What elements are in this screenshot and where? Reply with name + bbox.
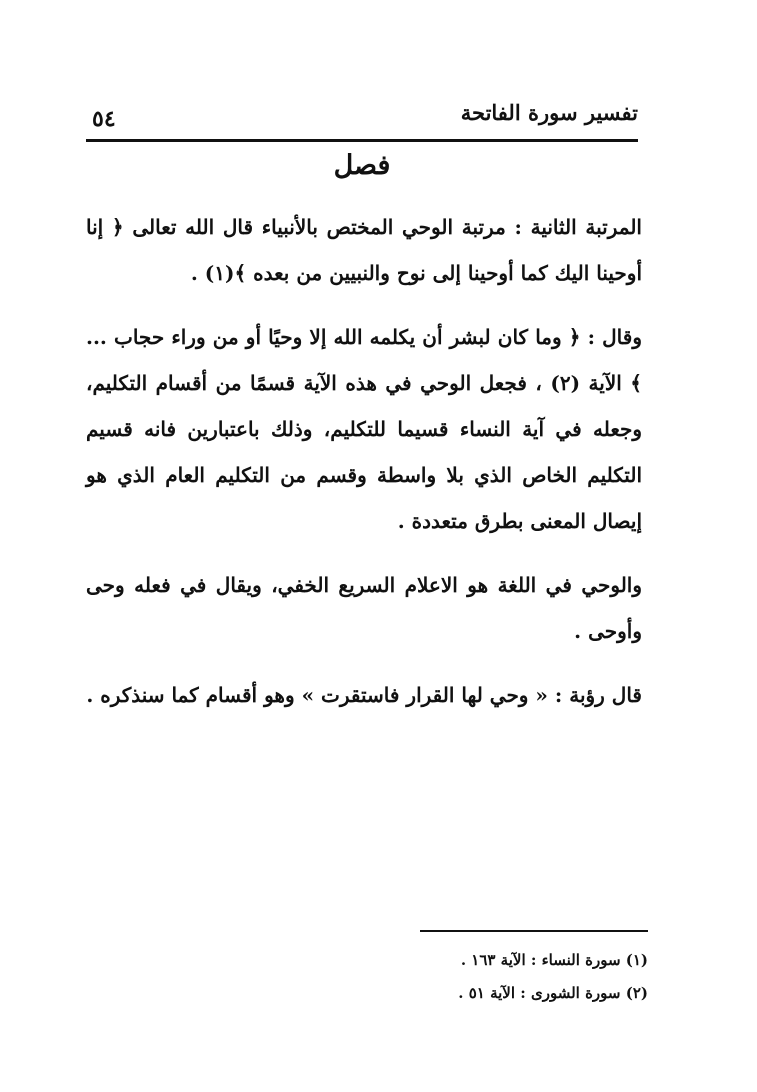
footnote-2: (٢) سورة الشورى : الآية ٥١ . — [458, 984, 648, 1002]
footnotes — [300, 944, 648, 1010]
body-text — [86, 204, 642, 736]
running-header — [86, 92, 638, 132]
paragraph-4: قال رؤبة : « وحي لها القرار فاستقرت » وهو أقسام كما سنذكره . — [86, 683, 642, 707]
footnote-1: (١) سورة النساء : الآية ١٦٣ . — [460, 951, 648, 969]
page-number: ٥٤ — [92, 106, 116, 132]
paragraph-3: والوحي في اللغة هو الاعلام السريع الخفي، ويقال في فعله وحى وأوحى . — [86, 573, 642, 643]
footnote-rule — [420, 930, 648, 932]
header-rule — [86, 139, 638, 142]
section-title: فصل — [333, 150, 391, 181]
book-title: تفسير سورة الفاتحة — [460, 100, 638, 125]
paragraph-1: المرتبة الثانية : مرتبة الوحي المختص بالأنبياء قال الله تعالى ﴿ إنا أوحينا اليك كما أوحينا إلى نوح والنبيين من بعده ﴾(١) . — [86, 215, 642, 285]
paragraph-2: وقال : ﴿ وما كان لبشر أن يكلمه الله إلا وحيًا أو من وراء حجاب ... ﴾ الآية (٢) ، فجعل الوحي في هذه الآية قسمًا من أقسام التكليم، وجعله في آية النساء قسيما للتكليم، وذلك باعتبارين فانه قسيم التكليم الخاص الذي بلا واسطة وقسم من التكليم العام الذي هو إيصال المعنى بطرق متعددة . — [86, 325, 642, 533]
